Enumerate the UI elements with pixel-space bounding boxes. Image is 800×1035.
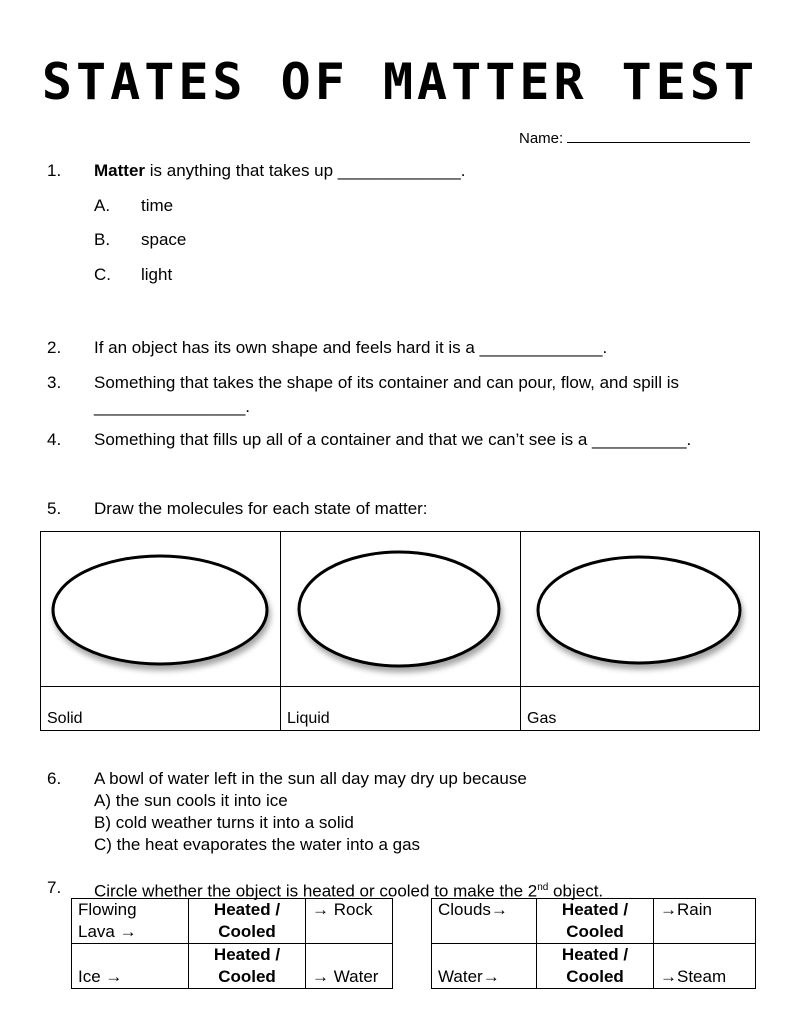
option-a[interactable] <box>0 196 800 220</box>
start-cell <box>432 944 537 989</box>
option-text: space <box>141 230 187 249</box>
start-cell <box>72 944 189 989</box>
end-cell: → Water <box>306 944 393 989</box>
option-c[interactable] <box>0 265 800 289</box>
heated-cooled-choice[interactable] <box>537 899 654 944</box>
question-2 <box>0 336 800 360</box>
question-text-end: object. <box>548 881 604 901</box>
page-title: STATES OF MATTER TEST <box>41 53 759 111</box>
question-number: 4. <box>47 430 62 449</box>
question-6 <box>0 767 800 859</box>
cooled-text: Cooled <box>218 967 276 986</box>
question-number: 2. <box>47 338 62 357</box>
solid-label: Solid <box>47 710 83 727</box>
cooled-text: Cooled <box>218 922 276 941</box>
start-cell <box>72 899 189 944</box>
end-cell: →Steam <box>654 944 756 989</box>
liquid-label: Liquid <box>287 710 330 727</box>
option-text: light <box>141 265 173 284</box>
table-row <box>72 944 393 989</box>
table-divider <box>41 686 759 687</box>
question-1 <box>0 159 800 183</box>
question-text-line-2: ________________. <box>94 397 250 416</box>
option-letter: B. <box>94 230 111 249</box>
start-text-2: Lava → <box>78 922 137 941</box>
table-row <box>432 944 756 989</box>
gas-cell[interactable] <box>521 532 759 730</box>
option-text: time <box>141 196 174 215</box>
question-text <box>94 159 774 183</box>
molecule-drawing-table <box>40 531 760 731</box>
solid-oval <box>41 532 281 686</box>
heated-cooled-choice[interactable] <box>189 899 306 944</box>
option-a[interactable]: A) the sun cools it into ice <box>94 791 288 810</box>
gas-oval <box>521 532 759 686</box>
heated-text: Heated / <box>561 900 629 919</box>
question-number: 7. <box>47 878 62 897</box>
heated-text: Heated / <box>561 945 629 964</box>
heated-cooled-choice[interactable] <box>189 944 306 989</box>
name-blank[interactable] <box>567 128 750 143</box>
question-3 <box>0 371 800 419</box>
question-7 <box>0 876 800 900</box>
heated-cooled-table-left <box>71 898 393 989</box>
question-5 <box>0 497 800 521</box>
option-letter: C. <box>94 265 111 284</box>
heated-cooled-table-right <box>431 898 756 989</box>
question-number: 3. <box>47 373 62 392</box>
heated-text: Heated / <box>213 900 281 919</box>
liquid-cell[interactable] <box>281 532 521 730</box>
end-cell: → Rock <box>306 899 393 944</box>
bold-term: Matter <box>94 161 146 180</box>
start-text-1: Flowing <box>78 900 137 919</box>
question-text-main: Circle whether the object is heated or cooled to make the 2 <box>94 881 538 901</box>
question-4 <box>0 428 800 452</box>
option-letter: A. <box>94 196 111 215</box>
gas-label: Gas <box>527 710 557 727</box>
superscript: nd <box>537 882 549 893</box>
question-text: If an object has its own shape and feels hard it is a _____________. <box>94 338 608 357</box>
solid-cell[interactable] <box>41 532 281 730</box>
option-b[interactable]: B) cold weather turns it into a solid <box>94 813 354 832</box>
start-text-2: Water→ <box>438 967 500 986</box>
question-number: 6. <box>47 769 62 788</box>
heated-cooled-choice[interactable] <box>537 944 654 989</box>
option-c[interactable]: C) the heat evaporates the water into a gas <box>94 835 421 854</box>
table-row <box>72 899 393 944</box>
name-label: Name: <box>519 130 564 147</box>
question-rest: is anything that takes up _____________. <box>145 161 466 180</box>
table-row <box>432 899 756 944</box>
question-text-line-1: Something that takes the shape of its container and can pour, flow, and spill is <box>94 373 679 392</box>
question-number: 5. <box>47 499 62 518</box>
option-b[interactable] <box>0 230 800 254</box>
cooled-text: Cooled <box>566 922 624 941</box>
end-cell: →Rain <box>654 899 756 944</box>
question-text: Draw the molecules for each state of matter: <box>94 499 428 518</box>
start-cell <box>432 899 537 944</box>
question-text: Something that fills up all of a container and that we can’t see is a __________. <box>94 430 692 449</box>
start-text-1: Clouds→ <box>438 900 508 919</box>
cooled-text: Cooled <box>566 967 624 986</box>
question-number: 1. <box>47 161 62 180</box>
question-text: A bowl of water left in the sun all day may dry up because <box>94 769 527 788</box>
heated-text: Heated / <box>213 945 281 964</box>
start-text-2: Ice → <box>78 967 123 986</box>
liquid-oval <box>281 532 521 686</box>
name-field[interactable] <box>519 128 750 147</box>
